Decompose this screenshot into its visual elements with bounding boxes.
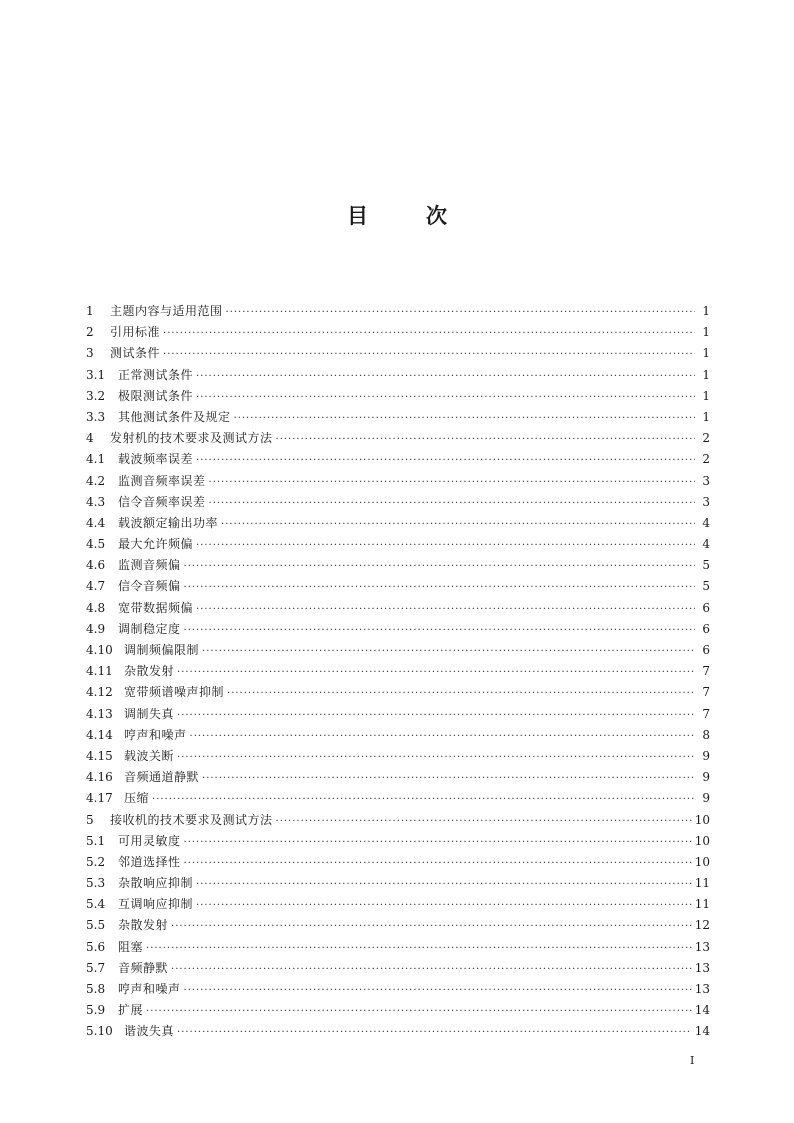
toc-section-number: 5.4 [86, 897, 106, 912]
toc-dot-leader [221, 514, 695, 535]
toc-section-title: 调制失真 [124, 706, 175, 721]
toc-page-number: 1 [702, 304, 710, 318]
toc-section-title: 哼声和噪声 [124, 727, 187, 742]
toc-section-title: 载波关断 [124, 748, 175, 763]
toc-entry [86, 555, 710, 576]
toc-section-number: 4.12 [86, 685, 113, 700]
toc-entry [86, 852, 710, 873]
toc-entry [86, 810, 710, 831]
toc-dot-leader [177, 705, 695, 726]
toc-entry [86, 894, 710, 915]
toc-page-number: 9 [702, 791, 710, 806]
toc-entry [86, 1021, 710, 1042]
toc-entry [86, 788, 710, 809]
toc-dot-leader [163, 323, 695, 344]
toc-section-title: 互调响应抑制 [118, 897, 194, 912]
toc-section-title: 音频通道静默 [124, 770, 200, 785]
toc-section-title: 监测音频率误差 [118, 473, 206, 488]
toc-page-number: 5 [702, 579, 710, 594]
toc-entry [86, 619, 710, 640]
toc-dot-leader [196, 895, 692, 916]
toc-section-number: 4.9 [86, 621, 106, 636]
toc-page-number: 11 [694, 897, 710, 912]
toc-section-title: 其他测试条件及规定 [118, 409, 231, 424]
toc-dot-leader [196, 450, 695, 471]
toc-section-title: 最大允许频偏 [118, 537, 194, 552]
toc-page-number: 11 [694, 876, 710, 891]
toc-section-number: 4 [86, 431, 94, 446]
toc-entry [86, 937, 710, 958]
table-of-contents [86, 301, 710, 1043]
toc-entry [86, 958, 710, 979]
toc-entry [86, 704, 710, 725]
toc-dot-leader [184, 980, 692, 1001]
toc-entry [86, 322, 710, 343]
toc-page-number: 1 [702, 325, 710, 340]
toc-section-title: 信令音频偏 [118, 579, 181, 594]
toc-section-number: 4.17 [86, 791, 113, 806]
toc-dot-leader [177, 747, 695, 768]
toc-section-title: 宽带频谱噪声抑制 [124, 685, 225, 700]
title-char-2: 次 [426, 204, 447, 228]
toc-page-number: 2 [702, 431, 710, 446]
toc-page-number: 6 [702, 600, 710, 615]
toc-page-number: 6 [702, 643, 710, 657]
toc-page-number: 12 [694, 918, 710, 933]
toc-page-number: 5 [702, 558, 710, 573]
toc-section-title: 扩展 [118, 1003, 144, 1018]
toc-section-title: 载波额定输出功率 [118, 515, 219, 530]
toc-entry [86, 873, 710, 894]
toc-entry [86, 534, 710, 555]
page-title [0, 200, 794, 230]
toc-dot-leader [190, 726, 695, 747]
toc-dot-leader [276, 429, 695, 450]
toc-dot-leader [152, 789, 695, 810]
toc-section-number: 5.8 [86, 982, 106, 996]
toc-page-number: 3 [702, 473, 710, 488]
toc-entry [86, 449, 710, 470]
toc-section-number: 5.5 [86, 918, 106, 933]
toc-section-title: 载波频率误差 [118, 452, 194, 467]
toc-section-title: 监测音频偏 [118, 558, 181, 573]
toc-dot-leader [184, 853, 692, 874]
toc-section-title: 阻塞 [118, 939, 144, 954]
toc-section-number: 5.6 [86, 939, 106, 954]
toc-dot-leader [196, 874, 692, 895]
toc-section-number: 5.10 [86, 1024, 113, 1039]
toc-page-number: 13 [694, 982, 710, 996]
toc-entry [86, 640, 710, 661]
toc-section-number: 4.4 [86, 515, 106, 530]
toc-page-number: 2 [702, 452, 710, 467]
toc-section-title: 主题内容与适用范围 [110, 304, 223, 318]
toc-section-title: 邻道选择性 [118, 854, 181, 869]
toc-dot-leader [177, 662, 695, 683]
toc-dot-leader [234, 408, 695, 429]
toc-dot-leader [226, 302, 695, 323]
toc-page-number: 9 [702, 748, 710, 763]
toc-page-number: 7 [702, 685, 710, 700]
toc-dot-leader [227, 683, 695, 704]
toc-section-number: 5 [86, 812, 94, 827]
toc-section-number: 1 [86, 304, 94, 318]
toc-section-number: 4.14 [86, 727, 113, 742]
toc-entry [86, 831, 710, 852]
toc-section-title: 杂散发射 [124, 664, 175, 679]
toc-page-number: 1 [702, 388, 710, 403]
toc-page-number: 4 [702, 537, 710, 552]
toc-entry [86, 301, 710, 322]
toc-section-title: 谐波失真 [124, 1024, 175, 1039]
toc-section-number: 5.7 [86, 960, 106, 975]
toc-section-title: 测试条件 [110, 346, 161, 361]
toc-dot-leader [146, 938, 692, 959]
toc-entry [86, 682, 710, 703]
toc-section-number: 4.3 [86, 494, 106, 509]
toc-page-number: 6 [702, 621, 710, 636]
toc-section-title: 发射机的技术要求及测试方法 [110, 431, 273, 446]
toc-section-title: 信令音频率误差 [118, 494, 206, 509]
toc-entry [86, 979, 710, 1000]
toc-dot-leader [196, 599, 695, 620]
toc-page-number: 1 [702, 409, 710, 424]
toc-page-number: 1 [702, 346, 710, 361]
toc-entry [86, 746, 710, 767]
toc-page-number: 14 [694, 1003, 710, 1018]
toc-section-number: 4.16 [86, 770, 113, 785]
footer-page-number: I [690, 1054, 695, 1067]
toc-entry [86, 598, 710, 619]
toc-section-number: 4.5 [86, 537, 106, 552]
toc-dot-leader [177, 1022, 692, 1043]
toc-section-title: 调制频偏限制 [124, 643, 200, 657]
toc-page-number: 13 [694, 939, 710, 954]
toc-section-title: 音频静默 [118, 960, 169, 975]
toc-section-title: 杂散响应抑制 [118, 876, 194, 891]
toc-dot-leader [171, 916, 692, 937]
toc-entry [86, 365, 710, 386]
toc-dot-leader [276, 811, 692, 832]
toc-section-title: 正常测试条件 [118, 367, 194, 382]
toc-section-title: 引用标准 [110, 325, 161, 340]
toc-section-number: 3 [86, 346, 94, 361]
toc-section-number: 3.2 [86, 388, 106, 403]
toc-section-number: 4.6 [86, 558, 106, 573]
toc-page-number: 10 [694, 833, 710, 848]
toc-dot-leader [202, 768, 695, 789]
toc-section-title: 调制稳定度 [118, 621, 181, 636]
toc-entry [86, 661, 710, 682]
toc-dot-leader [146, 1001, 692, 1022]
toc-section-number: 4.1 [86, 452, 106, 467]
toc-dot-leader [171, 959, 692, 980]
toc-section-number: 3.1 [86, 367, 106, 382]
toc-section-number: 4.13 [86, 706, 113, 721]
toc-entry [86, 386, 710, 407]
toc-entry [86, 725, 710, 746]
toc-page-number: 3 [702, 494, 710, 509]
toc-section-number: 4.2 [86, 473, 106, 488]
toc-page-number: 9 [702, 770, 710, 785]
toc-page-number: 14 [694, 1024, 710, 1039]
toc-dot-leader [196, 535, 695, 556]
toc-entry [86, 428, 710, 449]
toc-entry [86, 471, 710, 492]
toc-section-title: 极限测试条件 [118, 388, 194, 403]
toc-section-number: 5.3 [86, 876, 106, 891]
toc-page-number: 7 [702, 664, 710, 679]
toc-page-number: 13 [694, 960, 710, 975]
toc-section-title: 杂散发射 [118, 918, 169, 933]
toc-entry [86, 492, 710, 513]
toc-section-number: 4.10 [86, 643, 113, 657]
toc-dot-leader [209, 493, 695, 514]
toc-entry [86, 915, 710, 936]
toc-section-title: 压缩 [124, 791, 150, 806]
toc-section-number: 5.9 [86, 1003, 106, 1018]
toc-dot-leader [209, 472, 695, 493]
toc-dot-leader [196, 387, 695, 408]
toc-entry [86, 576, 710, 597]
toc-dot-leader [184, 577, 695, 598]
toc-section-number: 4.11 [86, 664, 113, 679]
toc-page-number: 4 [702, 515, 710, 530]
toc-section-title: 可用灵敏度 [118, 833, 181, 848]
toc-dot-leader [184, 832, 692, 853]
toc-dot-leader [184, 620, 695, 641]
toc-section-title: 哼声和噪声 [118, 982, 181, 996]
toc-page-number: 7 [702, 706, 710, 721]
toc-section-number: 3.3 [86, 409, 106, 424]
toc-section-title: 宽带数据频偏 [118, 600, 194, 615]
toc-section-title: 接收机的技术要求及测试方法 [110, 812, 273, 827]
toc-section-number: 4.7 [86, 579, 106, 594]
toc-entry [86, 767, 710, 788]
toc-entry [86, 1000, 710, 1021]
toc-page-number: 10 [694, 812, 710, 827]
toc-section-number: 4.15 [86, 748, 113, 763]
toc-page-number: 10 [694, 854, 710, 869]
toc-section-number: 5.1 [86, 833, 106, 848]
toc-dot-leader [184, 556, 695, 577]
title-char-1: 目 [347, 204, 368, 228]
toc-entry [86, 513, 710, 534]
toc-section-number: 5.2 [86, 854, 106, 869]
toc-entry [86, 343, 710, 364]
toc-dot-leader [196, 366, 695, 387]
toc-entry [86, 407, 710, 428]
toc-dot-leader [163, 344, 695, 365]
toc-dot-leader [202, 641, 695, 662]
toc-page-number: 1 [702, 367, 710, 382]
toc-page-number: 8 [702, 727, 710, 742]
toc-section-number: 4.8 [86, 600, 106, 615]
toc-section-number: 2 [86, 325, 94, 340]
